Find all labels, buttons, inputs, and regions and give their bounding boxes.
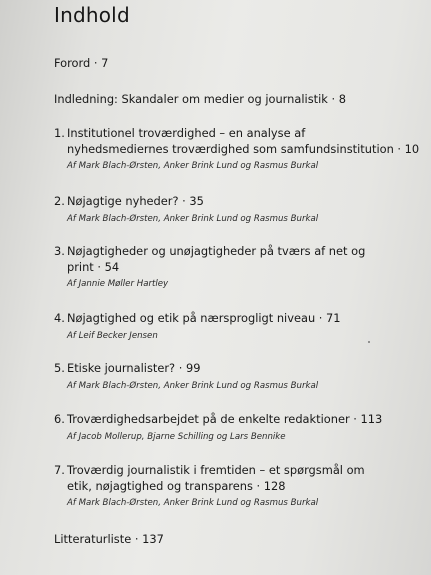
toc-chapter-3 — [54, 244, 419, 289]
chapter-number: 3. — [54, 244, 65, 258]
chapter-title-line-1: Nøjagtige nyheder? · 35 — [67, 194, 204, 208]
toc-chapter-5 — [54, 361, 419, 391]
chapter-title-line-1: Troværdighedsarbejdet på de enkelte redaktioner · 113 — [67, 412, 383, 426]
chapter-title-line-1: Troværdig journalistik i fremtiden – et spørgsmål om — [67, 463, 365, 477]
chapter-number: 5. — [54, 361, 65, 375]
page-title: Indhold — [54, 3, 130, 27]
chapter-authors: Af Mark Blach-Ørsten, Anker Brink Lund og Rasmus Burkal — [67, 161, 319, 171]
toc-entry-title: Indledning: Skandaler om medier og journalistik · 8 — [54, 92, 346, 106]
chapter-number: 6. — [54, 412, 65, 426]
chapter-authors: Af Jannie Møller Hartley — [67, 279, 169, 289]
chapter-authors: Af Mark Blach-Ørsten, Anker Brink Lund og Rasmus Burkal — [67, 498, 319, 508]
toc-entry-title: Litteraturliste · 137 — [54, 532, 164, 546]
toc-entry-indledning — [54, 92, 419, 108]
toc-entry-forord — [54, 56, 419, 72]
chapter-title-line-2: nyhedsmediernes troværdighed som samfundsinstitution · 10 — [67, 141, 420, 156]
toc-chapter-2 — [54, 194, 419, 224]
chapter-number: 2. — [54, 194, 65, 208]
toc-chapter-1 — [54, 126, 419, 171]
chapter-title-line-1: Nøjagtigheder og unøjagtigheder på tværs af net og — [67, 244, 366, 258]
page-speck — [368, 341, 370, 343]
chapter-authors: Af Mark Blach-Ørsten, Anker Brink Lund og Rasmus Burkal — [67, 380, 319, 391]
chapter-title-line-2: etik, nøjagtighed og transparens · 128 — [67, 478, 286, 493]
chapter-title-line-1: Etiske journalister? · 99 — [67, 361, 201, 375]
chapter-number: 4. — [54, 311, 65, 325]
chapter-title-line-2: print · 54 — [67, 259, 120, 274]
chapter-title-line-1: Nøjagtighed og etik på nærsprogligt niveau · 71 — [67, 311, 341, 325]
chapter-authors: Af Leif Becker Jensen — [67, 330, 158, 341]
chapter-authors: Af Mark Blach-Ørsten, Anker Brink Lund og Rasmus Burkal — [67, 213, 319, 224]
chapter-number: 1. — [54, 126, 65, 140]
toc-entry-title: Forord · 7 — [54, 56, 109, 70]
toc-chapter-7 — [54, 463, 419, 508]
chapter-authors: Af Jacob Mollerup, Bjarne Schilling og Lars Bennike — [67, 431, 286, 442]
toc-entry-litteraturliste — [54, 532, 419, 548]
toc-chapter-4 — [54, 311, 419, 341]
toc-chapter-6 — [54, 412, 419, 442]
chapter-number: 7. — [54, 463, 65, 477]
chapter-title-line-1: Institutionel troværdighed – en analyse af — [67, 126, 306, 140]
